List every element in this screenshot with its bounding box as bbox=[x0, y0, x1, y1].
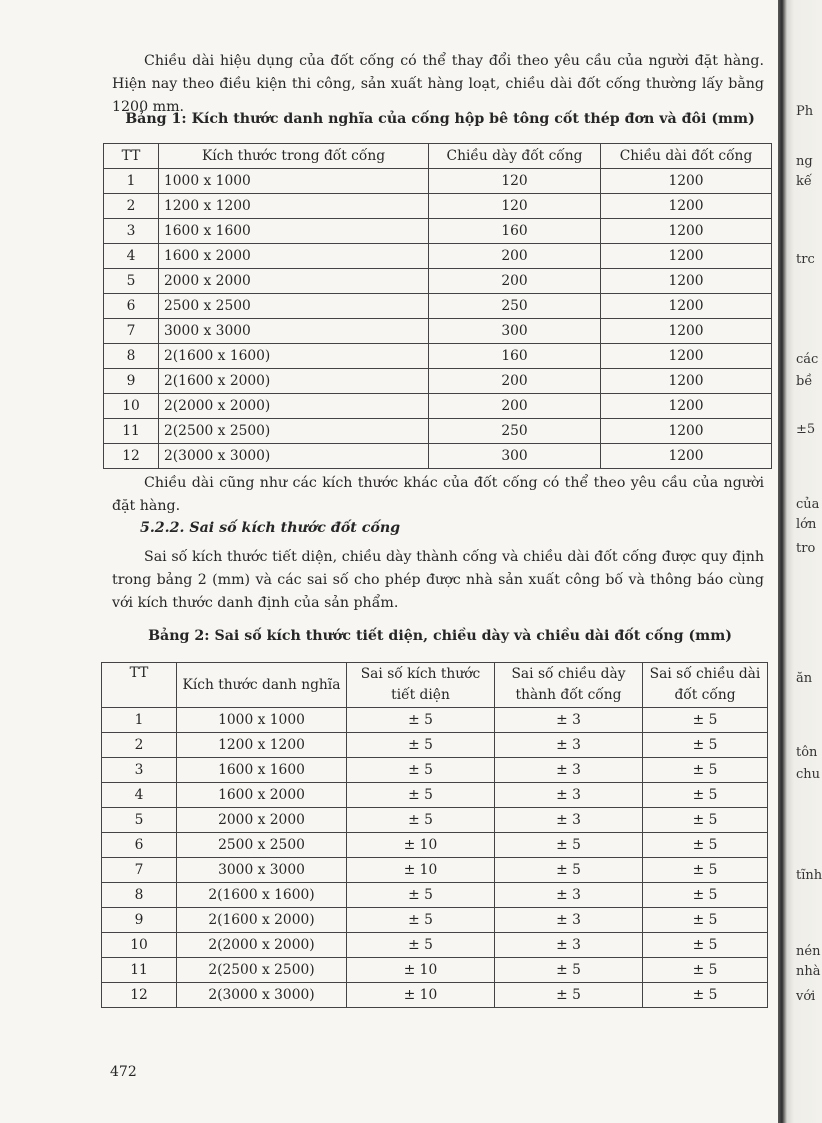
facing-page-fragment: nén bbox=[796, 944, 821, 959]
table1-caption: Bảng 1: Kích thước danh nghĩa của cống hộp bê tông cốt thép đơn và đôi (mm) bbox=[125, 111, 755, 127]
facing-page-fragment: của bbox=[796, 497, 820, 512]
table1-row-cell: 200 bbox=[429, 269, 601, 294]
table2-row-cell: ± 5 bbox=[347, 783, 495, 808]
table2-row bbox=[102, 708, 768, 733]
table2-row-cell: ± 5 bbox=[495, 858, 643, 883]
table2-row-cell: 3000 x 3000 bbox=[177, 858, 347, 883]
facing-page-fragment: chu bbox=[796, 767, 821, 782]
table2-row-cell: ± 5 bbox=[495, 833, 643, 858]
facing-page-fragment: trc bbox=[796, 252, 815, 267]
table2-row-cell: ± 10 bbox=[347, 833, 495, 858]
table1-row-cell: 11 bbox=[104, 419, 159, 444]
table2-row-cell: ± 5 bbox=[643, 708, 768, 733]
table1-row-cell: 2 bbox=[104, 194, 159, 219]
table1-row-cell: 200 bbox=[429, 369, 601, 394]
table2-row-cell: ± 5 bbox=[347, 883, 495, 908]
table1 bbox=[103, 143, 772, 469]
table2-row-cell: 7 bbox=[102, 858, 177, 883]
table1-row-cell: 1200 bbox=[601, 394, 772, 419]
table1-row-cell: 6 bbox=[104, 294, 159, 319]
table2-header-section-tolerance: Sai số kích thước tiết diện bbox=[347, 663, 495, 708]
facing-page-fragment: tro bbox=[796, 541, 816, 556]
table2-row-cell: ± 5 bbox=[643, 958, 768, 983]
table2-row bbox=[102, 733, 768, 758]
table2-row-cell: ± 3 bbox=[495, 708, 643, 733]
table2-row-cell: ± 5 bbox=[643, 933, 768, 958]
table1-row-cell: 2500 x 2500 bbox=[159, 294, 429, 319]
table1-row-cell: 2000 x 2000 bbox=[159, 269, 429, 294]
table2-caption: Bảng 2: Sai số kích thước tiết diện, chiều dày và chiều dài đốt cống (mm) bbox=[148, 628, 732, 644]
table1-row-cell: 2(2500 x 2500) bbox=[159, 419, 429, 444]
table2-row-cell: ± 5 bbox=[347, 758, 495, 783]
table2-row-cell: ± 10 bbox=[347, 958, 495, 983]
table1-header-thickness: Chiều dày đốt cống bbox=[429, 144, 601, 169]
table1-row-cell: 9 bbox=[104, 369, 159, 394]
table1-row-cell: 1600 x 1600 bbox=[159, 219, 429, 244]
table2-row-cell: ± 5 bbox=[643, 733, 768, 758]
facing-page-fragment: nhà bbox=[796, 964, 821, 979]
table1-row-cell: 5 bbox=[104, 269, 159, 294]
table2-row bbox=[102, 958, 768, 983]
facing-page-fragment: tôn bbox=[796, 745, 818, 760]
table2-row-cell: 1600 x 1600 bbox=[177, 758, 347, 783]
table1-row bbox=[104, 419, 772, 444]
table2-row-cell: 5 bbox=[102, 808, 177, 833]
facing-page-fragment: với bbox=[796, 989, 816, 1004]
table1-row-cell: 10 bbox=[104, 394, 159, 419]
table2-row-cell: 2(2000 x 2000) bbox=[177, 933, 347, 958]
table2-row-cell: 2 bbox=[102, 733, 177, 758]
table1-row-cell: 1200 bbox=[601, 444, 772, 469]
facing-page-fragment: kế bbox=[796, 174, 812, 189]
table1-row-cell: 300 bbox=[429, 319, 601, 344]
intro-paragraph: Chiều dài hiệu dụng của đốt cống có thể thay đổi theo yêu cầu của người đặt hàng. Hiện nay theo điều kiện thi công, sản xuất hàng loạt, chiều dài đốt cống thường lấy bằng 1200 mm. bbox=[112, 53, 764, 115]
table1-row-cell: 1200 x 1200 bbox=[159, 194, 429, 219]
table2-row-cell: ± 5 bbox=[347, 733, 495, 758]
table2-header-length-tolerance: Sai số chiều dài đốt cống bbox=[643, 663, 768, 708]
table1-row bbox=[104, 344, 772, 369]
table2-row-cell: ± 5 bbox=[495, 958, 643, 983]
table1-row-cell: 1200 bbox=[601, 169, 772, 194]
facing-page-fragment: ng bbox=[796, 154, 813, 169]
table2-header-row bbox=[102, 663, 768, 708]
table2-row-cell: ± 5 bbox=[347, 808, 495, 833]
table2-header-tt: TT bbox=[102, 663, 177, 708]
table2-row-cell: ± 5 bbox=[347, 708, 495, 733]
table1-row-cell: 1200 bbox=[601, 194, 772, 219]
table1-row-cell: 1200 bbox=[601, 319, 772, 344]
facing-page-fragment: Ph bbox=[796, 104, 814, 119]
table1-row-cell: 160 bbox=[429, 344, 601, 369]
table1-row-cell: 12 bbox=[104, 444, 159, 469]
table2-row-cell: 2(2500 x 2500) bbox=[177, 958, 347, 983]
table1-header-size: Kích thước trong đốt cống bbox=[159, 144, 429, 169]
table2-row-cell: 1600 x 2000 bbox=[177, 783, 347, 808]
table1-row-cell: 1200 bbox=[601, 269, 772, 294]
table2-row-cell: ± 3 bbox=[495, 933, 643, 958]
table1-row-cell: 200 bbox=[429, 394, 601, 419]
facing-page-fragment: tĩnh bbox=[796, 868, 822, 883]
table2-row-cell: ± 5 bbox=[347, 933, 495, 958]
table1-row-cell: 1000 x 1000 bbox=[159, 169, 429, 194]
table2-row bbox=[102, 933, 768, 958]
table2-row-cell: ± 3 bbox=[495, 908, 643, 933]
table1-row-cell: 2(1600 x 2000) bbox=[159, 369, 429, 394]
table1-row bbox=[104, 219, 772, 244]
table1-row-cell: 1600 x 2000 bbox=[159, 244, 429, 269]
facing-page-fragment: ăn bbox=[796, 671, 813, 686]
table2-row-cell: 2(1600 x 2000) bbox=[177, 908, 347, 933]
table2-row-cell: ± 10 bbox=[347, 983, 495, 1008]
table1-row-cell: 2(2000 x 2000) bbox=[159, 394, 429, 419]
table2-row bbox=[102, 833, 768, 858]
table1-row-cell: 160 bbox=[429, 219, 601, 244]
table2-row-cell: ± 5 bbox=[643, 783, 768, 808]
table2-row-cell: ± 3 bbox=[495, 758, 643, 783]
table2-row-cell: 1000 x 1000 bbox=[177, 708, 347, 733]
table1-row-cell: 300 bbox=[429, 444, 601, 469]
page-number: 472 bbox=[110, 1064, 137, 1080]
table2-row-cell: ± 10 bbox=[347, 858, 495, 883]
table2 bbox=[101, 662, 768, 1008]
table2-row-cell: ± 5 bbox=[643, 833, 768, 858]
table2-row-cell: ± 5 bbox=[643, 883, 768, 908]
table2-row-cell: ± 3 bbox=[495, 783, 643, 808]
table2-row-cell: ± 5 bbox=[495, 983, 643, 1008]
facing-page-fragment: lớn bbox=[796, 517, 817, 532]
table1-row-cell: 4 bbox=[104, 244, 159, 269]
table1-row-cell: 1200 bbox=[601, 344, 772, 369]
table1-row-cell: 7 bbox=[104, 319, 159, 344]
facing-page-fragment: bề bbox=[796, 374, 813, 389]
table1-row-cell: 120 bbox=[429, 169, 601, 194]
table2-row bbox=[102, 758, 768, 783]
table1-header-row bbox=[104, 144, 772, 169]
table1-row bbox=[104, 294, 772, 319]
table2-row-cell: 2(3000 x 3000) bbox=[177, 983, 347, 1008]
table1-row-cell: 8 bbox=[104, 344, 159, 369]
table1-row-cell: 1200 bbox=[601, 419, 772, 444]
table1-row bbox=[104, 369, 772, 394]
table2-row-cell: ± 3 bbox=[495, 733, 643, 758]
table2-row-cell: ± 5 bbox=[643, 808, 768, 833]
table1-row-cell: 1200 bbox=[601, 219, 772, 244]
table1-row-cell: 1 bbox=[104, 169, 159, 194]
table2-row bbox=[102, 858, 768, 883]
table1-row-cell: 1200 bbox=[601, 369, 772, 394]
table2-row-cell: ± 5 bbox=[347, 908, 495, 933]
table2-row-cell: ± 5 bbox=[643, 758, 768, 783]
table2-row bbox=[102, 808, 768, 833]
table1-row bbox=[104, 444, 772, 469]
table2-row-cell: 10 bbox=[102, 933, 177, 958]
table1-row-cell: 250 bbox=[429, 294, 601, 319]
table1-row-cell: 2(3000 x 3000) bbox=[159, 444, 429, 469]
table1-row bbox=[104, 194, 772, 219]
table2-row-cell: 2(1600 x 1600) bbox=[177, 883, 347, 908]
table2-row-cell: 1 bbox=[102, 708, 177, 733]
facing-page-fragment: ±5 bbox=[796, 422, 816, 437]
table2-row-cell: ± 5 bbox=[643, 858, 768, 883]
table2-row-cell: ± 5 bbox=[643, 908, 768, 933]
table2-row-cell: ± 3 bbox=[495, 883, 643, 908]
table2-row bbox=[102, 783, 768, 808]
table2-row-cell: 4 bbox=[102, 783, 177, 808]
table1-row-cell: 1200 bbox=[601, 244, 772, 269]
table1-row bbox=[104, 394, 772, 419]
table1-row bbox=[104, 269, 772, 294]
table2-row-cell: 3 bbox=[102, 758, 177, 783]
table1-row-cell: 1200 bbox=[601, 294, 772, 319]
table2-header-size: Kích thước danh nghĩa bbox=[177, 663, 347, 708]
facing-page-fragment: các bbox=[796, 352, 819, 367]
table2-row-cell: 6 bbox=[102, 833, 177, 858]
table1-header-tt: TT bbox=[104, 144, 159, 169]
section-heading: 5.2.2. Sai số kích thước đốt cống bbox=[140, 520, 401, 536]
table1-row-cell: 250 bbox=[429, 419, 601, 444]
section-paragraph: Sai số kích thước tiết diện, chiều dày thành cống và chiều dài đốt cống được quy định trong bảng 2 (mm) và các sai số cho phép được nhà sản xuất công bố và thông báo cùng với kích thước danh định của sản phẩm. bbox=[112, 549, 764, 611]
table1-row-cell: 3000 x 3000 bbox=[159, 319, 429, 344]
table2-row-cell: ± 5 bbox=[643, 983, 768, 1008]
table1-row bbox=[104, 319, 772, 344]
table2-header-thickness-tolerance: Sai số chiều dày thành đốt cống bbox=[495, 663, 643, 708]
table2-row bbox=[102, 883, 768, 908]
table1-header-length: Chiều dài đốt cống bbox=[601, 144, 772, 169]
table2-row-cell: 2000 x 2000 bbox=[177, 808, 347, 833]
table2-row bbox=[102, 908, 768, 933]
table1-row-cell: 200 bbox=[429, 244, 601, 269]
table2-row-cell: ± 3 bbox=[495, 808, 643, 833]
table1-row bbox=[104, 169, 772, 194]
after-table1-paragraph: Chiều dài cũng như các kích thước khác của đốt cống có thể theo yêu cầu của người đặt hàng. bbox=[112, 475, 764, 514]
table2-row-cell: 11 bbox=[102, 958, 177, 983]
table1-row-cell: 3 bbox=[104, 219, 159, 244]
table1-row bbox=[104, 244, 772, 269]
table2-row bbox=[102, 983, 768, 1008]
table1-row-cell: 120 bbox=[429, 194, 601, 219]
table2-row-cell: 8 bbox=[102, 883, 177, 908]
table2-row-cell: 1200 x 1200 bbox=[177, 733, 347, 758]
table2-row-cell: 2500 x 2500 bbox=[177, 833, 347, 858]
table2-row-cell: 9 bbox=[102, 908, 177, 933]
table2-row-cell: 12 bbox=[102, 983, 177, 1008]
table1-row-cell: 2(1600 x 1600) bbox=[159, 344, 429, 369]
